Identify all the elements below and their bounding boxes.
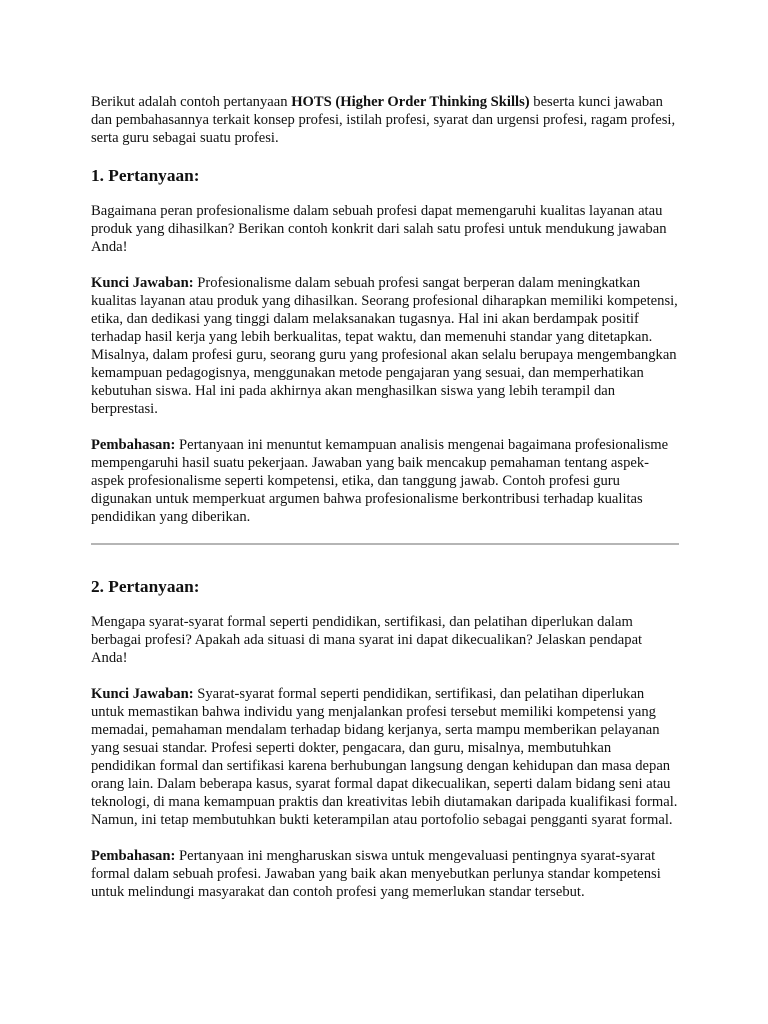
discussion-1-label: Pembahasan: — [91, 437, 176, 453]
question-2-answer — [91, 685, 679, 829]
document-page — [91, 93, 679, 901]
answer-1-label: Kunci Jawaban: — [91, 275, 194, 291]
intro-text-before: Berikut adalah contoh pertanyaan — [91, 94, 292, 110]
discussion-2-label: Pembahasan: — [91, 848, 176, 864]
answer-2-label: Kunci Jawaban: — [91, 686, 194, 702]
intro-bold-term: HOTS (Higher Order Thinking Skills) — [291, 94, 530, 110]
section-divider — [91, 543, 679, 545]
intro-text-after: beserta kunci jawaban dan pembahasannya terkait konsep profesi, istilah profesi, syarat dan urgensi profesi, ragam profesi, serta guru sebagai suatu profesi. — [91, 94, 676, 146]
question-1-heading: 1. Pertanyaan: — [91, 166, 200, 185]
answer-2-text: Syarat-syarat formal seperti pendidikan, sertifikasi, dan pelatihan diperlukan untuk memastikan bahwa individu yang menjalankan profesi tersebut memiliki kompetensi yang memadai, pemahaman mendalam terhadap bidang kerjanya, serta mampu memberikan pelayanan yang sesuai standar. Profesi seperti dokter, pengacara, dan guru, misalnya, membutuhkan pendidikan formal dan sertifikasi karena berhubungan langsung dengan kehidupan dan masa depan orang lain. Dalam beberapa kasus, syarat formal dapat dikecualikan, seperti dalam bidang seni atau teknologi, di mana kemampuan praktis dan kreativitas lebih diutamakan daripada kualifikasi formal. Namun, ini tetap membutuhkan bukti keterampilan atau portofolio sebagai pengganti syarat formal. — [91, 686, 678, 828]
question-2-discussion — [91, 847, 679, 901]
discussion-1-text: Pertanyaan ini menuntut kemampuan analisis mengenai bagaimana profesionalisme mempengaruhi hasil suatu pekerjaan. Jawaban yang baik mencakup pemahaman tentang aspek-aspek profesionalisme seperti kompetensi, etika, dan tanggung jawab. Contoh profesi guru digunakan untuk memperkuat argumen bahwa profesionalisme berkontribusi terhadap kualitas pendidikan yang diberikan. — [91, 437, 669, 525]
question-2-text: Mengapa syarat-syarat formal seperti pendidikan, sertifikasi, dan pelatihan diperlukan dalam berbagai profesi? Apakah ada situasi di mana syarat ini dapat dikecualikan? Jelaskan pendapat Anda! — [91, 614, 643, 666]
intro-paragraph — [91, 93, 679, 147]
answer-1-text: Profesionalisme dalam sebuah profesi sangat berperan dalam meningkatkan kualitas layanan atau produk yang dihasilkan. Seorang profesional diharapkan memiliki kompetensi, etika, dan dedikasi yang tinggi dalam melaksanakan tugasnya. Hal ini akan berdampak positif terhadap hasil kerja yang lebih berkualitas, tepat waktu, dan memenuhi standar yang ditetapkan. Misalnya, dalam profesi guru, seorang guru yang profesional akan selalu berupaya mengembangkan kemampuan pedagogisnya, menggunakan metode pengajaran yang sesuai, dan memperhatikan kebutuhan siswa. Hal ini pada akhirnya akan menghasilkan siswa yang lebih terampil dan berprestasi. — [91, 275, 678, 417]
question-1-answer — [91, 274, 679, 418]
discussion-2-text: Pertanyaan ini mengharuskan siswa untuk mengevaluasi pentingnya syarat-syarat formal dalam sebuah profesi. Jawaban yang baik akan menyebutkan perlunya standar kompetensi untuk melindungi masyarakat dan contoh profesi yang memerlukan standar tersebut. — [91, 848, 661, 900]
question-2-heading: 2. Pertanyaan: — [91, 577, 200, 596]
question-1-text: Bagaimana peran profesionalisme dalam sebuah profesi dapat memengaruhi kualitas layanan atau produk yang dihasilkan? Berikan contoh konkrit dari salah satu profesi untuk mendukung jawaban Anda! — [91, 203, 667, 255]
question-1-discussion — [91, 436, 679, 526]
